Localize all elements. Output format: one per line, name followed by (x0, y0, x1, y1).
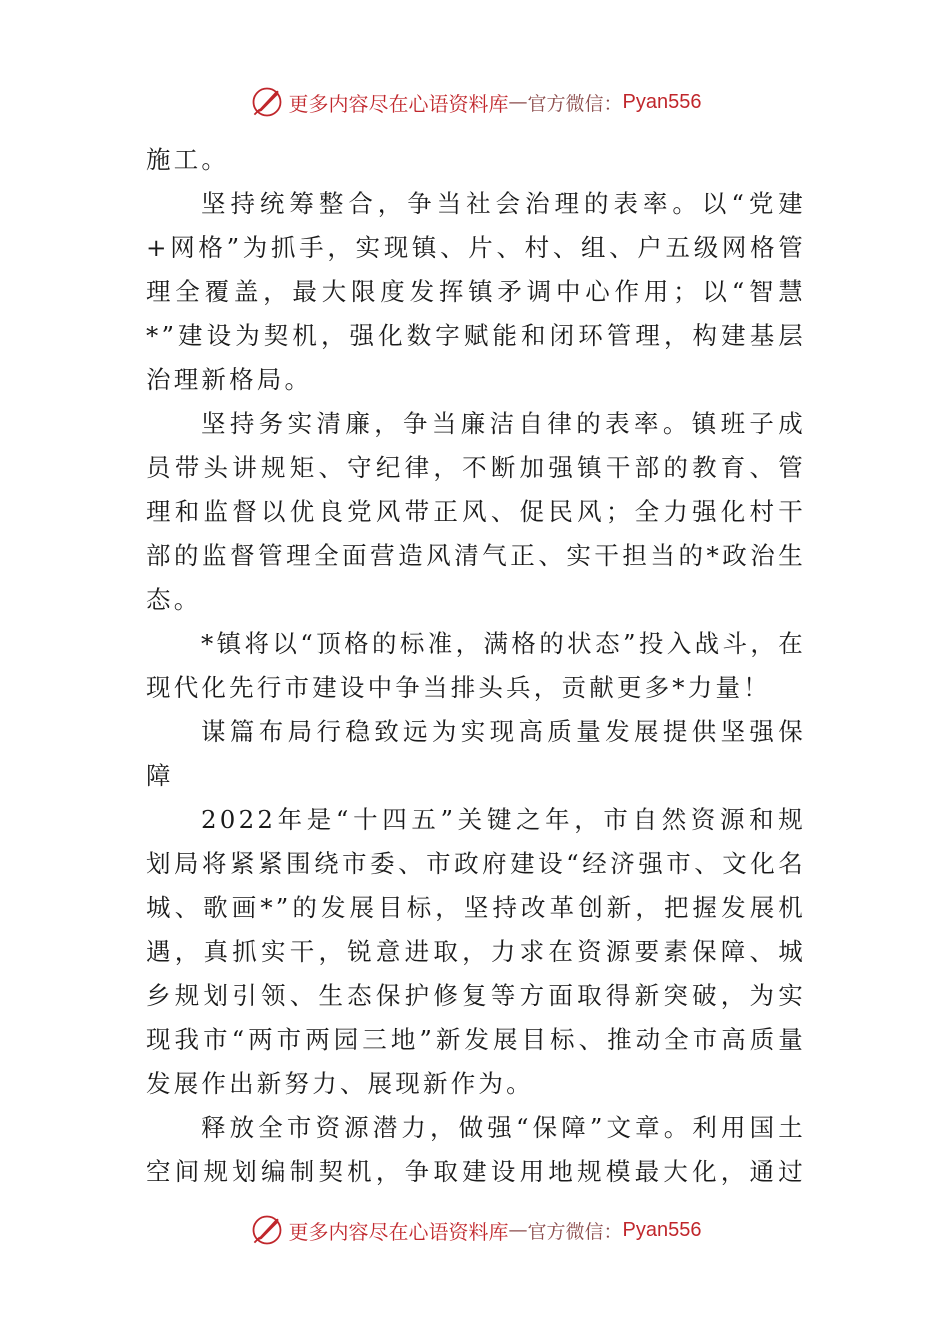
banner-wechat-id: Pyan556 (622, 1218, 702, 1241)
document-body (146, 138, 806, 1190)
paragraph-2: 坚持务实清廉，争当廉洁自律的表率。镇班子成员带头讲规矩、守纪律，不断加强镇干部的教育、管理和监督以优良党风带正风、促民风；全力强化村干部的监督管理全面营造风清气正、实干担当的*政治生态。 (146, 409, 806, 614)
paragraph-0: 施工。 (146, 145, 230, 174)
banner-wechat-id: Pyan556 (622, 90, 702, 113)
paragraph-1: 坚持统筹整合，争当社会治理的表率。以“党建+网格”为抓手，实现镇、片、村、组、户五级网格管理全覆盖，最大限度发挥镇矛调中心作用；以“智慧*”建设为契机，强化数字赋能和闭环管理，构建基层治理新格局。 (146, 189, 806, 394)
banner-official-label: 官方微信： (527, 92, 623, 115)
banner-main-text: 更多内容尽在心语资料库 (288, 91, 509, 116)
footer-banner (0, 1208, 950, 1252)
section-heading: 谋篇布局行稳致远为实现高质量发展提供坚强保障 (146, 717, 806, 790)
banner-official-label: 官方微信： (527, 1220, 623, 1243)
banner-dash: — (508, 91, 528, 113)
banner-dash: — (508, 1219, 528, 1241)
banner-main-text: 更多内容尽在心语资料库 (288, 1219, 509, 1244)
quill-logo-icon (249, 84, 285, 120)
header-banner (0, 80, 950, 124)
paragraph-5: 2022年是“十四五”关键之年，市自然资源和规划局将紧紧围绕市委、市政府建设“经济强市、文化名城、歌画*”的发展目标，坚持改革创新，把握发展机遇，真抓实干，锐意进取，力求在资源要素保障、城乡规划引领、生态保护修复等方面取得新突破，为实现我市“两市两园三地”新发展目标、推动全市高质量发展作出新努力、展现新作为。 (146, 805, 806, 1098)
paragraph-6: 释放全市资源潜力，做强“保障”文章。利用国土空间规划编制契机，争取建设用地规模最大化，通过 (146, 1113, 806, 1186)
paragraph-3: *镇将以“顶格的标准，满格的状态”投入战斗，在现代化先行市建设中争当排头兵，贡献更多*力量！ (146, 629, 806, 702)
quill-logo-icon (249, 1212, 285, 1248)
